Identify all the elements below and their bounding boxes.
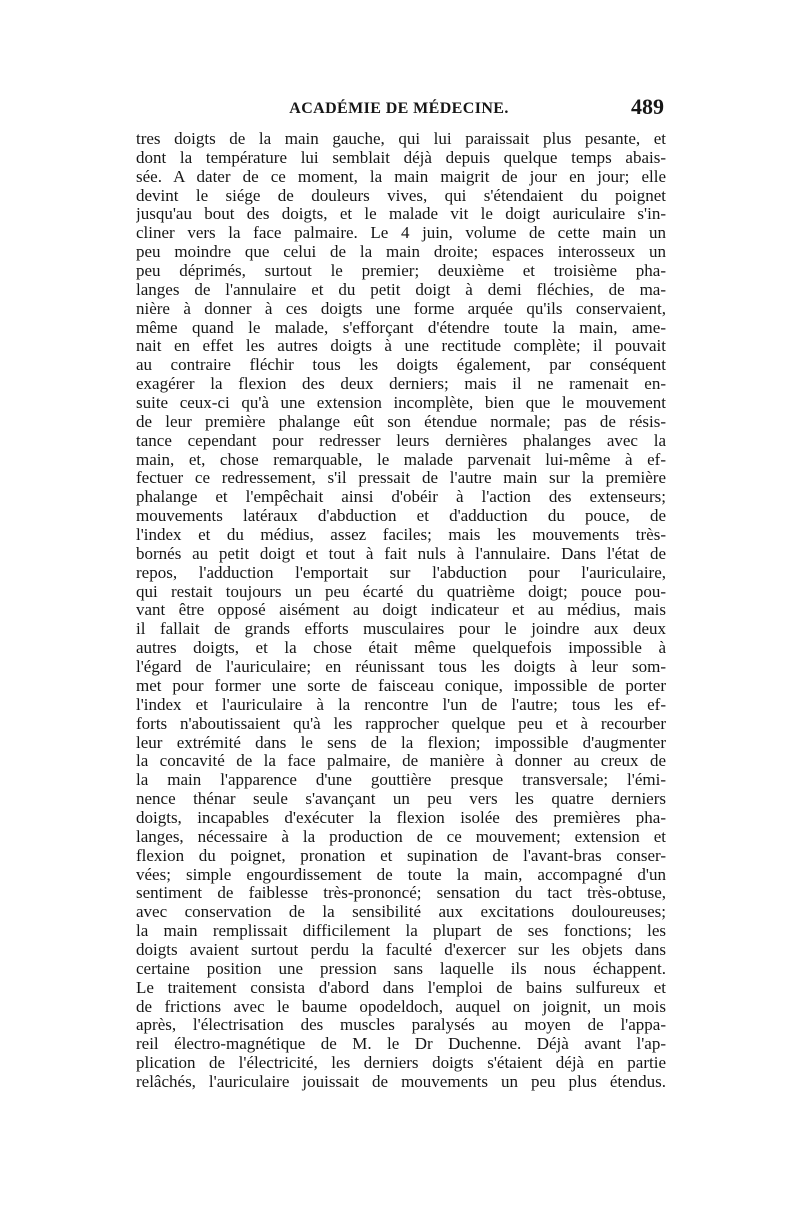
text-line: langes, nécessaire à la production de ce mouvement; extension et — [136, 827, 666, 846]
text-line: fectuer ce redressement, s'il pressait de l'autre main sur la première — [136, 469, 666, 488]
text-line: bornés au petit doigt et tout à fait nuls à l'annulaire. Dans l'état de — [136, 544, 666, 563]
text-line: dont la température lui semblait déjà depuis quelque temps abais- — [136, 148, 666, 167]
text-line: au contraire fléchir tous les doigts également, par conséquent — [136, 356, 666, 375]
text-line: met pour former une sorte de faisceau conique, impossible de porter — [136, 676, 666, 695]
page-number: 489 — [631, 94, 664, 119]
text-line: relâchés, l'auriculaire jouissait de mouvements un peu plus étendus. — [136, 1072, 666, 1091]
text-line: de leur première phalange eût son étendue normale; pas de résis- — [136, 412, 666, 431]
text-line: l'index et l'auriculaire à la rencontre l'un de l'autre; tous les ef- — [136, 695, 666, 714]
text-line: tres doigts de la main gauche, qui lui paraissait plus pesante, et — [136, 130, 666, 148]
text-line: forts n'aboutissaient qu'à les rapprocher quelque peu et à recourber — [136, 714, 666, 733]
text-line: phalange et l'empêchait ainsi d'obéir à l'action des extenseurs; — [136, 488, 666, 507]
text-line: qui restait toujours un peu écarté du quatrième doigt; pouce pou- — [136, 582, 666, 601]
text-line: l'égard de l'auriculaire; en réunissant tous les doigts à leur som- — [136, 658, 666, 677]
text-line: nait en effet les autres doigts à une rectitude complète; il pouvait — [136, 337, 666, 356]
running-head — [134, 94, 664, 124]
text-line: sée. A dater de ce moment, la main maigrit de jour en jour; elle — [136, 167, 666, 186]
text-line: la main l'apparence d'une gouttière presque transversale; l'émi- — [136, 771, 666, 790]
text-line: suite ceux-ci qu'à une extension incomplète, bien que le mouvement — [136, 394, 666, 413]
text-line: cliner vers la face palmaire. Le 4 juin, volume de cette main un — [136, 224, 666, 243]
body-text — [136, 130, 666, 1092]
text-line: doigts, incapables d'exécuter la flexion isolée des premières pha- — [136, 808, 666, 827]
text-line: leur extrémité dans le sens de la flexion; impossible d'augmenter — [136, 733, 666, 752]
text-line: avec conservation de la sensibilité aux excitations douloureuses; — [136, 903, 666, 922]
text-line: vées; simple engourdissement de toute la main, accompagné d'un — [136, 865, 666, 884]
text-line: langes de l'annulaire et du petit doigt à demi fléchies, de ma- — [136, 280, 666, 299]
text-line: nière à donner à ces doigts une forme arquée qu'ils conservaient, — [136, 299, 666, 318]
text-line: devint le siége de douleurs vives, qui s'étendaient du poignet — [136, 186, 666, 205]
text-line: jusqu'au bout des doigts, et le malade vit le doigt auriculaire s'in- — [136, 205, 666, 224]
text-line: doigts avaient surtout perdu la faculté d'exercer sur les objets dans — [136, 940, 666, 959]
text-line: flexion du poignet, pronation et supination de l'avant-bras conser- — [136, 846, 666, 865]
text-line: certaine position une pression sans laquelle ils nous échappent. — [136, 959, 666, 978]
text-line: l'index et du médius, assez faciles; mais les mouvements très- — [136, 526, 666, 545]
text-line: après, l'électrisation des muscles paralysés au moyen de l'appa- — [136, 1016, 666, 1035]
text-line: peu déprimés, surtout le premier; deuxième et troisième pha- — [136, 262, 666, 281]
text-line: repos, l'adduction l'emportait sur l'abduction pour l'auriculaire, — [136, 563, 666, 582]
text-line: main, et, chose remarquable, le malade parvenait lui-même à ef- — [136, 450, 666, 469]
text-line: mouvements latéraux d'abduction et d'adduction du pouce, de — [136, 507, 666, 526]
text-line: la concavité de la face palmaire, de manière à donner au creux de — [136, 752, 666, 771]
text-line: reil électro-magnétique de M. le Dr Duchenne. Déjà avant l'ap- — [136, 1035, 666, 1054]
text-line: peu moindre que celui de la main droite; espaces interosseux un — [136, 243, 666, 262]
text-line: Le traitement consista d'abord dans l'emploi de bains sulfureux et — [136, 978, 666, 997]
text-line: tance cependant pour redresser leurs dernières phalanges avec la — [136, 431, 666, 450]
text-line: la main remplissait difficilement la plupart de ses fonctions; les — [136, 922, 666, 941]
text-line: de frictions avec le baume opodeldoch, auquel on joignit, un mois — [136, 997, 666, 1016]
text-line: nence thénar seule s'avançant un peu vers les quatre derniers — [136, 790, 666, 809]
text-line: plication de l'électricité, les derniers doigts s'étaient déjà en partie — [136, 1054, 666, 1073]
text-line: exagérer la flexion des deux derniers; mais il ne ramenait en- — [136, 375, 666, 394]
running-title: ACADÉMIE DE MÉDECINE. — [289, 100, 509, 117]
text-line: vant être opposé aisément au doigt indicateur et au médius, mais — [136, 601, 666, 620]
text-line: il fallait de grands efforts musculaires pour le joindre aux deux — [136, 620, 666, 639]
text-line: autres doigts, et la chose était même quelquefois impossible à — [136, 639, 666, 658]
text-line: sentiment de faiblesse très-prononcé; sensation du tact très-obtuse, — [136, 884, 666, 903]
text-line: même quand le malade, s'efforçant d'étendre toute la main, ame- — [136, 318, 666, 337]
